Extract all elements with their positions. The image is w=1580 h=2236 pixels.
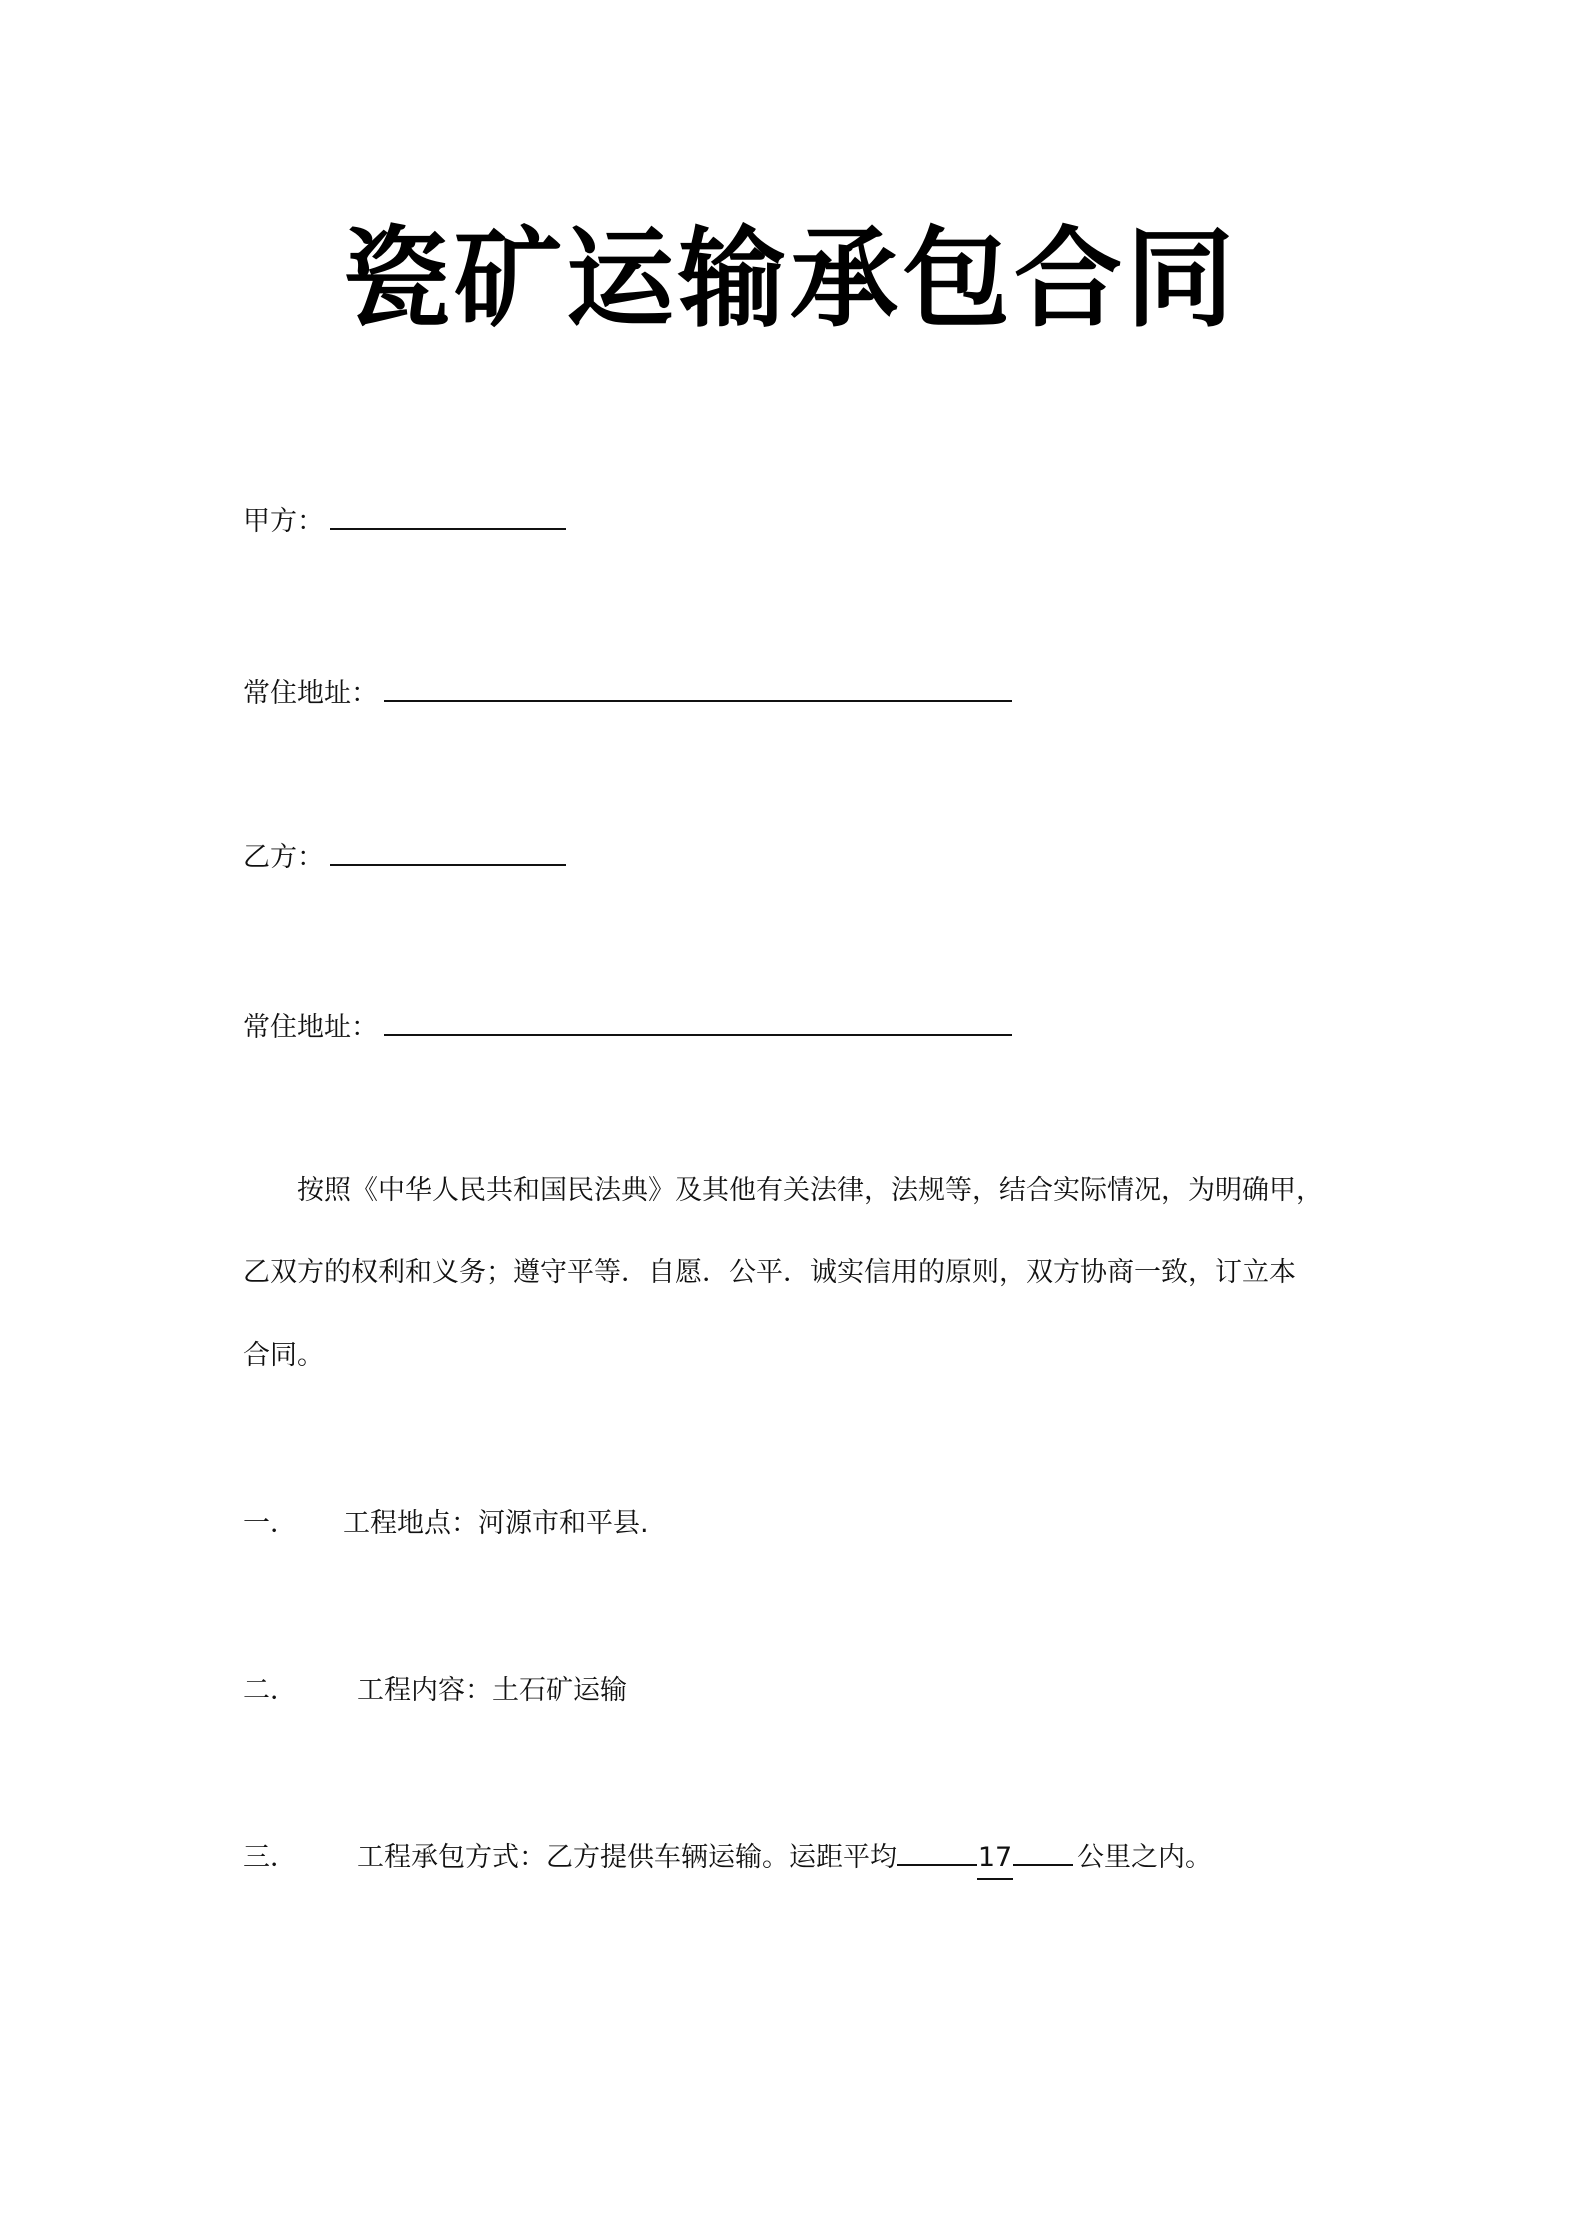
clause-3-text-before: 工程承包方式：乙方提供车辆运输。运距平均 [357,1842,897,1873]
clause-3-text-after: 公里之内。 [1077,1842,1212,1873]
document-title: 瓷矿运输承包合同 [341,217,1238,342]
clause-1-text: 工程地点：河源市和平县. [343,1508,649,1539]
preamble-line-2: 乙双方的权利和义务；遵守平等．自愿．公平．诚实信用的原则，双方协商一致，订立本 [243,1257,1296,1288]
clause-3-number: 三． [243,1842,297,1873]
party-b-address-label: 常住地址： [243,1012,378,1043]
party-b-address-line [243,1008,1012,1048]
party-b-label: 乙方： [243,842,324,873]
clause-2-number: 二． [243,1675,297,1706]
distance-lead-blank [897,1864,977,1866]
party-a-address-line [243,674,1012,714]
preamble-line-3: 合同。 [243,1340,324,1371]
distance-trail-blank [1013,1864,1073,1866]
distance-value: 17 [977,1838,1013,1880]
party-b-name-blank[interactable] [330,838,566,866]
clause-2-text: 工程内容：土石矿运输 [357,1675,627,1706]
preamble-line-1: 按照《中华人民共和国民法典》及其他有关法律，法规等，结合实际情况，为明确甲， [297,1175,1323,1206]
party-a-name-blank[interactable] [330,502,566,530]
party-a-address-blank[interactable] [384,674,1012,702]
clause-1-number: 一． [243,1508,297,1539]
clause-3-text [357,1838,1212,1880]
party-b-line [243,838,566,878]
party-b-address-blank[interactable] [384,1008,1012,1036]
party-a-label: 甲方： [243,506,324,537]
party-a-line [243,502,566,542]
party-a-address-label: 常住地址： [243,678,378,709]
